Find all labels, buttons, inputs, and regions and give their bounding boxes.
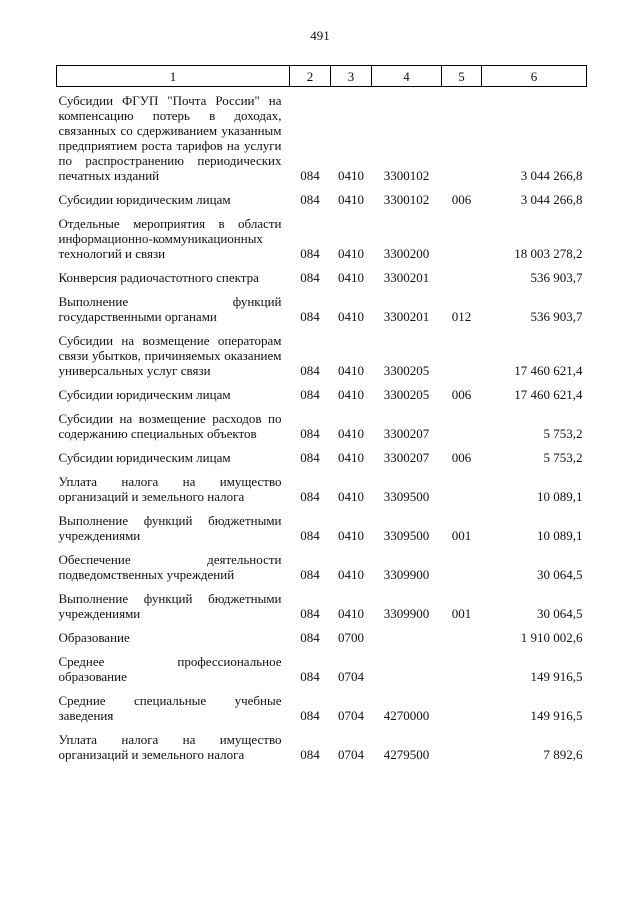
row-sum: 536 903,7 (530, 270, 583, 285)
row-vr: 006 (451, 387, 472, 402)
row-name: Конверсия радиочастотного спектра (58, 270, 259, 285)
table-row (57, 441, 587, 465)
row-sum: 5 753,2 (543, 426, 583, 441)
row-csr: 3309900 (383, 606, 430, 621)
row-rz: 0410 (338, 528, 364, 543)
row-csr: 3309500 (383, 528, 430, 543)
header-row (57, 66, 587, 87)
row-ved: 084 (300, 708, 320, 723)
row-csr: 3309900 (383, 567, 430, 582)
table-row (57, 378, 587, 402)
column-header-4: 4 (372, 66, 442, 87)
row-sum: 10 089,1 (537, 489, 583, 504)
row-sum: 18 003 278,2 (514, 246, 583, 261)
row-vr (442, 465, 482, 504)
row-sum: 3 044 266,8 (520, 168, 583, 183)
row-ved: 084 (300, 309, 320, 324)
row-vr (442, 402, 482, 441)
row-ved: 084 (300, 450, 320, 465)
table-row (57, 324, 587, 378)
column-header-3: 3 (331, 66, 372, 87)
row-csr: 3300207 (383, 426, 430, 441)
row-name: Уплата налога на имущество организаций и земельного налога (58, 474, 282, 504)
row-csr: 3309500 (383, 489, 430, 504)
row-ved: 084 (300, 567, 320, 582)
row-name: Выполнение функций бюджетными учреждениями (58, 591, 282, 621)
row-rz: 0410 (338, 363, 364, 378)
row-ved: 084 (300, 528, 320, 543)
row-name: Средние специальные учебные заведения (58, 693, 282, 723)
table-row (57, 261, 587, 285)
row-name: Субсидии на возмещение операторам связи убытков, причиняемых оказанием универсальных услуг связи (58, 333, 282, 378)
row-rz: 0704 (338, 708, 364, 723)
row-name: Образование (58, 630, 130, 645)
row-ved: 084 (300, 630, 320, 645)
row-rz: 0410 (338, 387, 364, 402)
column-header-1: 1 (57, 66, 290, 87)
row-ved: 084 (300, 363, 320, 378)
table-row (57, 183, 587, 207)
row-vr: 006 (451, 450, 472, 465)
row-rz: 0700 (338, 630, 364, 645)
row-rz: 0410 (338, 606, 364, 621)
row-csr: 4270000 (383, 708, 430, 723)
row-rz: 0704 (338, 747, 364, 762)
row-ved: 084 (300, 387, 320, 402)
row-csr: 3300102 (383, 168, 430, 183)
row-csr: 3300205 (383, 387, 430, 402)
row-name: Субсидии на возмещение расходов по содержанию специальных объектов (58, 411, 282, 441)
column-header-5: 5 (442, 66, 482, 87)
row-ved: 084 (300, 669, 320, 684)
row-vr (442, 543, 482, 582)
row-vr (442, 207, 482, 261)
page-number: 491 (310, 28, 330, 43)
row-vr (442, 621, 482, 645)
table-row (57, 582, 587, 621)
row-ved: 084 (300, 168, 320, 183)
row-sum: 30 064,5 (537, 606, 583, 621)
table-header (57, 66, 587, 87)
row-sum: 536 903,7 (530, 309, 583, 324)
row-sum: 149 916,5 (530, 708, 583, 723)
budget-table (56, 65, 587, 762)
table-row (57, 543, 587, 582)
row-csr: 3300201 (383, 309, 430, 324)
row-rz: 0410 (338, 450, 364, 465)
row-csr: 3300205 (383, 363, 430, 378)
table-row (57, 621, 587, 645)
table-row (57, 285, 587, 324)
row-sum: 30 064,5 (537, 567, 583, 582)
row-ved: 084 (300, 606, 320, 621)
row-name: Уплата налога на имущество организаций и земельного налога (58, 732, 282, 762)
row-sum: 5 753,2 (543, 450, 583, 465)
table-row (57, 645, 587, 684)
column-header-2: 2 (290, 66, 331, 87)
row-sum: 10 089,1 (537, 528, 583, 543)
row-rz: 0410 (338, 192, 364, 207)
row-ved: 084 (300, 426, 320, 441)
table-row (57, 723, 587, 762)
row-rz: 0410 (338, 270, 364, 285)
row-vr: 001 (451, 528, 472, 543)
row-sum: 17 460 621,4 (514, 363, 583, 378)
table-row (57, 87, 587, 184)
row-name: Субсидии юридическим лицам (58, 387, 231, 402)
row-csr: 3300200 (383, 246, 430, 261)
row-csr (372, 621, 442, 645)
row-ved: 084 (300, 489, 320, 504)
row-name: Субсидии юридическим лицам (58, 192, 231, 207)
row-name: Выполнение функций бюджетными учреждениями (58, 513, 282, 543)
row-rz: 0410 (338, 489, 364, 504)
row-name: Среднее профессиональное образование (58, 654, 282, 684)
row-sum: 17 460 621,4 (514, 387, 583, 402)
row-name: Субсидии ФГУП "Почта России" на компенсацию потерь в доходах, связанных со сдерживанием указанным предприятием роста тарифов на услуги по распространению периодических печатных изданий (58, 93, 282, 183)
table-row (57, 504, 587, 543)
row-sum: 3 044 266,8 (520, 192, 583, 207)
row-ved: 084 (300, 192, 320, 207)
row-rz: 0410 (338, 168, 364, 183)
row-sum: 149 916,5 (530, 669, 583, 684)
table-body (57, 87, 587, 763)
row-csr: 4279500 (383, 747, 430, 762)
row-csr: 3300207 (383, 450, 430, 465)
row-vr: 001 (451, 606, 472, 621)
row-vr (442, 261, 482, 285)
table-row (57, 207, 587, 261)
row-vr: 006 (451, 192, 472, 207)
row-ved: 084 (300, 747, 320, 762)
row-name: Выполнение функций государственными органами (58, 294, 282, 324)
row-vr: 012 (451, 309, 472, 324)
row-vr (442, 87, 482, 184)
row-csr (372, 645, 442, 684)
row-vr (442, 645, 482, 684)
row-ved: 084 (300, 246, 320, 261)
column-header-6: 6 (482, 66, 587, 87)
row-vr (442, 684, 482, 723)
row-name: Обеспечение деятельности подведомственных учреждений (58, 552, 282, 582)
table-row (57, 684, 587, 723)
row-csr: 3300102 (383, 192, 430, 207)
row-rz: 0410 (338, 309, 364, 324)
table-row (57, 402, 587, 441)
row-sum: 1 910 002,6 (520, 630, 583, 645)
row-vr (442, 324, 482, 378)
row-rz: 0704 (338, 669, 364, 684)
row-rz: 0410 (338, 567, 364, 582)
row-csr: 3300201 (383, 270, 430, 285)
table-row (57, 465, 587, 504)
row-name: Субсидии юридическим лицам (58, 450, 231, 465)
row-rz: 0410 (338, 426, 364, 441)
row-vr (442, 723, 482, 762)
row-ved: 084 (300, 270, 320, 285)
row-name: Отдельные мероприятия в области информационно-коммуникационных технологий и связи (58, 216, 282, 261)
row-rz: 0410 (338, 246, 364, 261)
row-sum: 7 892,6 (543, 747, 583, 762)
